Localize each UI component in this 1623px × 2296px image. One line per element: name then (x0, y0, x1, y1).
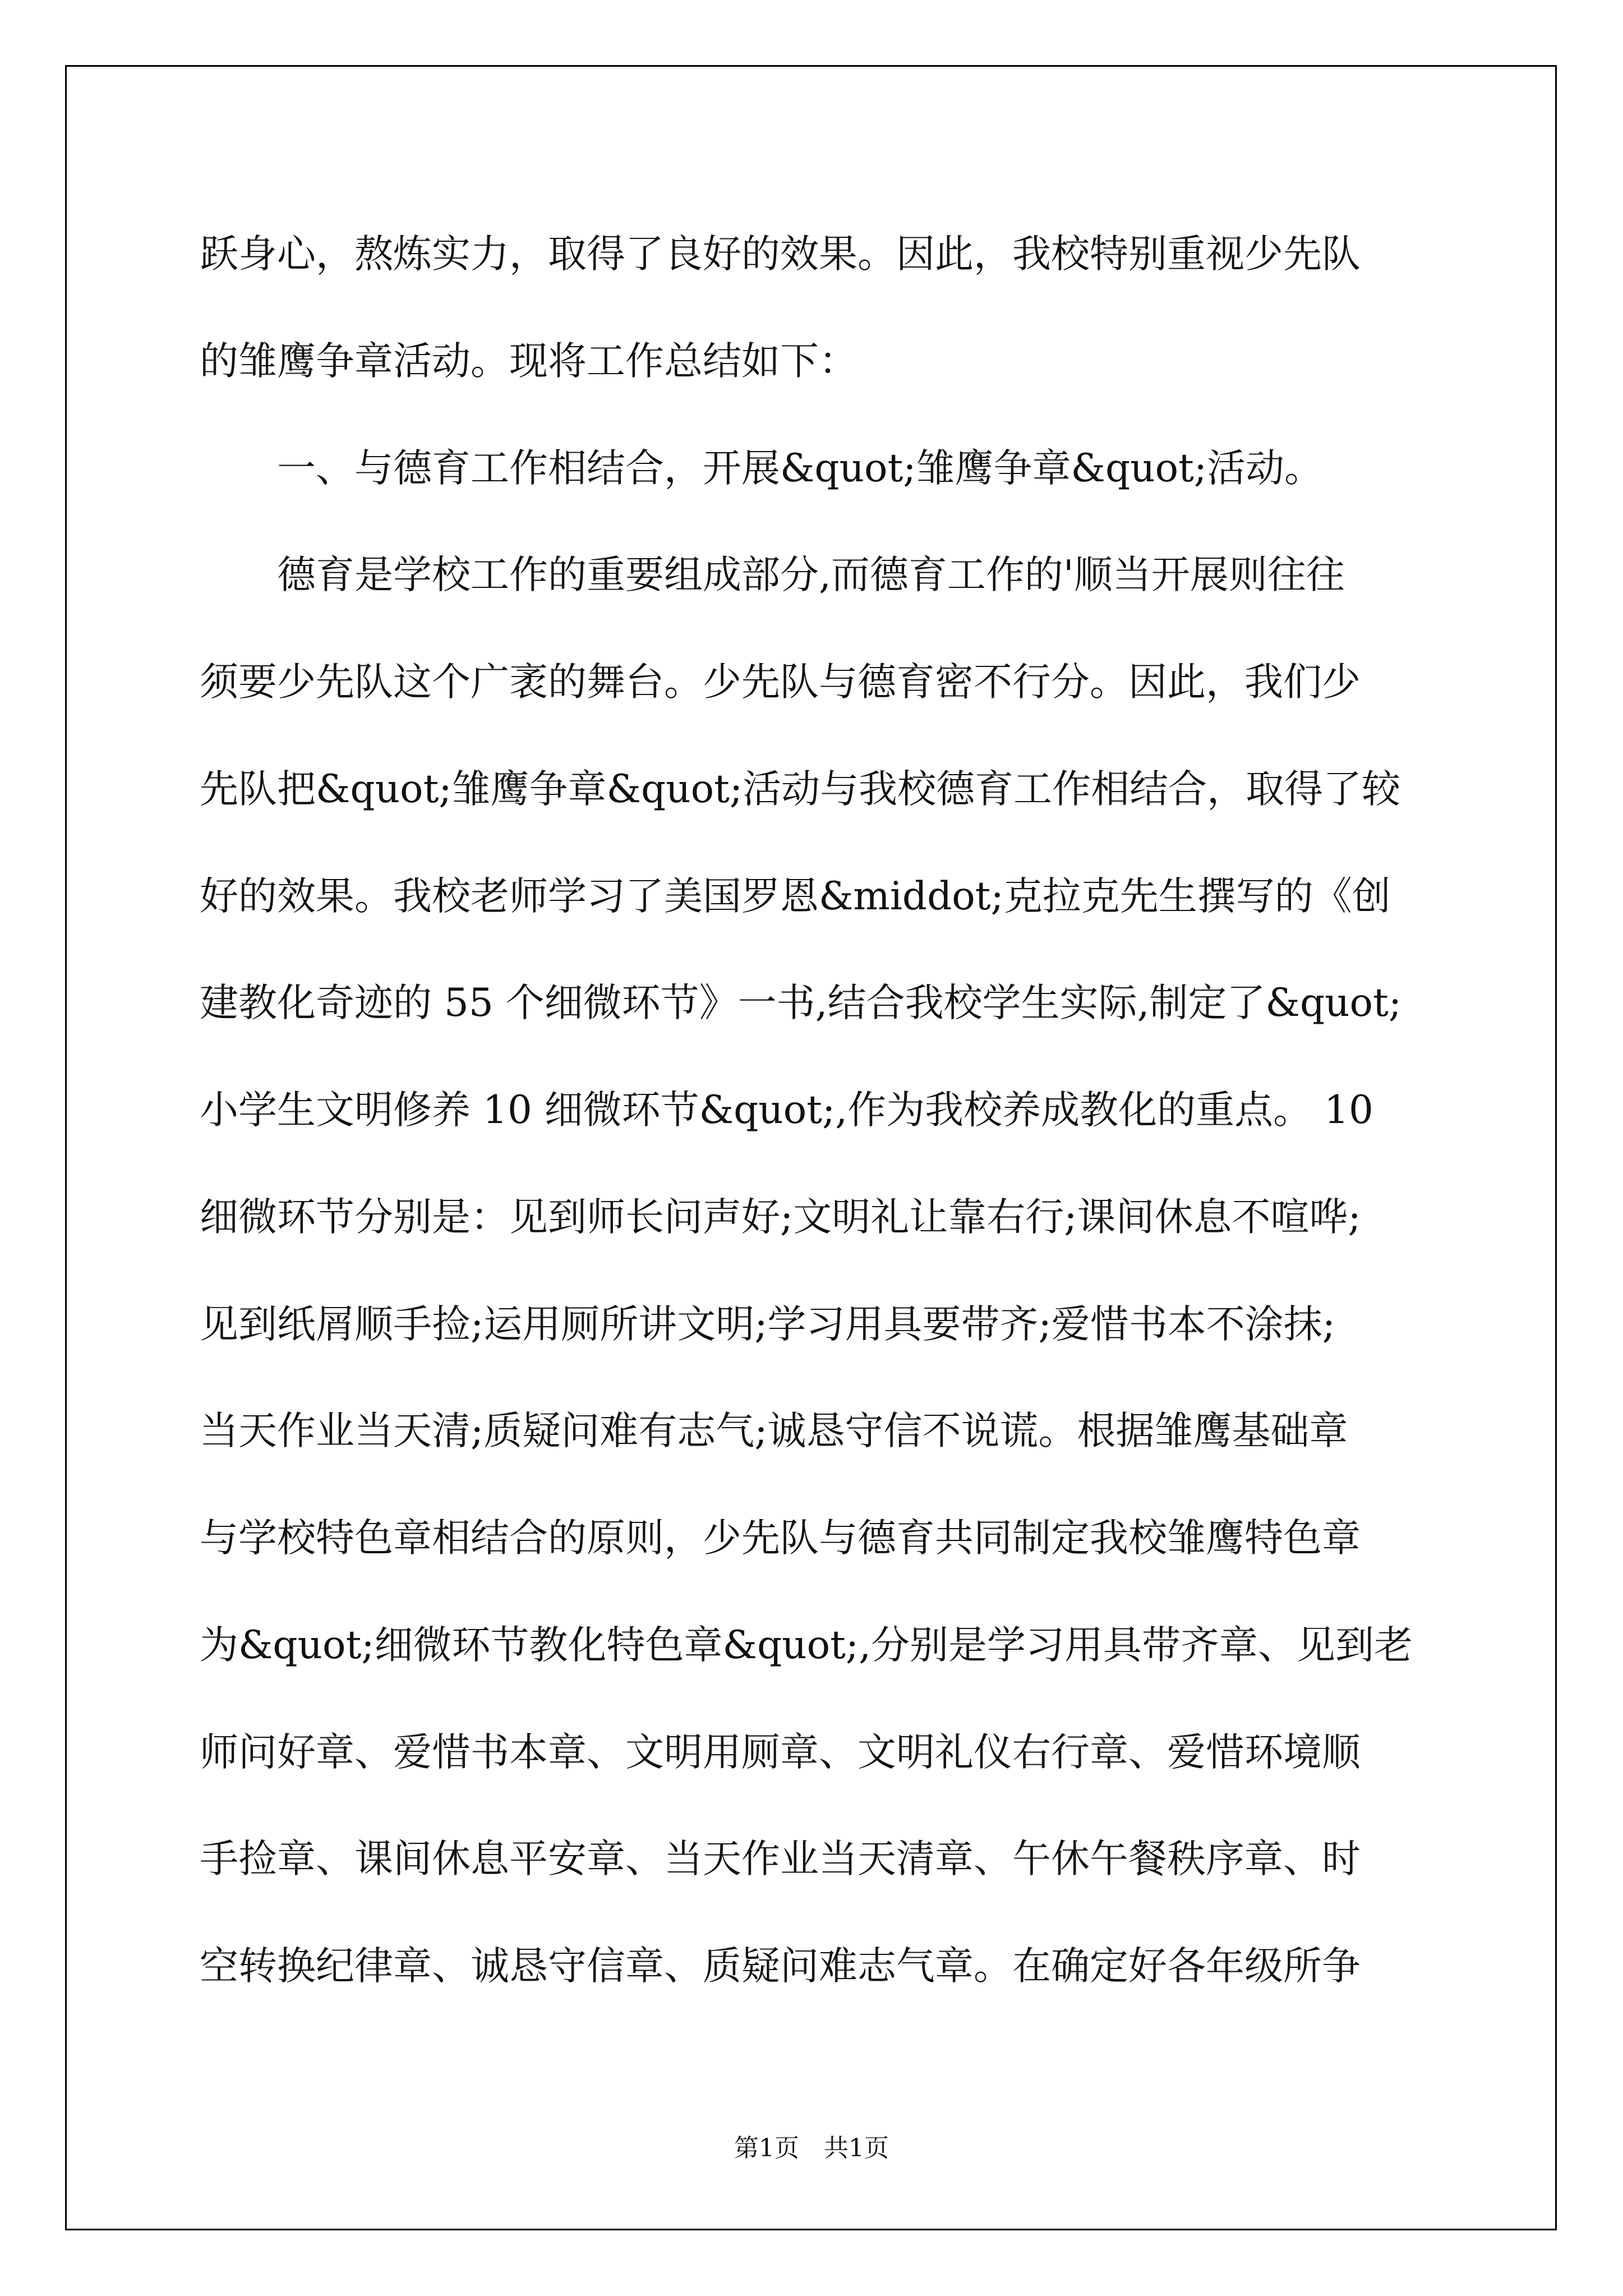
paragraph-start-line: 德育是学校工作的重要组成部分,而德育工作的'顺当开展则往往 (277, 553, 1345, 597)
text-line: 须要少先队这个广袤的舞台。少先队与德育密不行分。因此，我们少 (200, 660, 1361, 705)
section-heading: 一、与德育工作相结合，开展&quot;雏鹰争章&quot;活动。 (277, 446, 1324, 491)
text-line: 与学校特色章相结合的原则，少先队与德育共同制定我校雏鹰特色章 (200, 1516, 1361, 1561)
text-line: 空转换纪律章、诚恳守信章、质疑问难志气章。在确定好各年级所争 (200, 1944, 1361, 1989)
text-line: 先队把&quot;雏鹰争章&quot;活动与我校德育工作相结合，取得了较 (200, 767, 1401, 812)
text-line: 建教化奇迹的 55 个细微环节》一书,结合我校学生实际,制定了&quot; (200, 981, 1402, 1025)
text-line: 的雏鹰争章活动。现将工作总结如下： (200, 339, 857, 384)
text-line: 好的效果。我校老师学习了美国罗恩&middot;克拉克先生撰写的《创 (200, 874, 1391, 919)
text-line: 当天作业当天清;质疑问难有志气;诚恳守信不说谎。根据雏鹰基础章 (200, 1409, 1348, 1453)
text-line: 师问好章、爱惜书本章、文明用厕章、文明礼仪右行章、爱惜环境顺 (200, 1730, 1361, 1775)
text-line: 小学生文明修养 10 细微环节&quot;,作为我校养成教化的重点。 10 (200, 1088, 1373, 1133)
text-line: 细微环节分别是：见到师长问声好;文明礼让靠右行;课间休息不喧哗; (200, 1195, 1361, 1240)
text-line: 跃身心，熬炼实力，取得了良好的效果。因此，我校特别重视少先队 (200, 232, 1361, 277)
text-line: 手捡章、课间休息平安章、当天作业当天清章、午休午餐秩序章、时 (200, 1837, 1361, 1881)
text-line: 为&quot;细微环节教化特色章&quot;,分别是学习用具带齐章、见到老 (200, 1623, 1413, 1668)
text-line: 见到纸屑顺手捡;运用厕所讲文明;学习用具要带齐;爱惜书本不涂抹; (200, 1302, 1335, 1347)
page-number-footer: 第1页 共1页 (734, 2134, 889, 2162)
